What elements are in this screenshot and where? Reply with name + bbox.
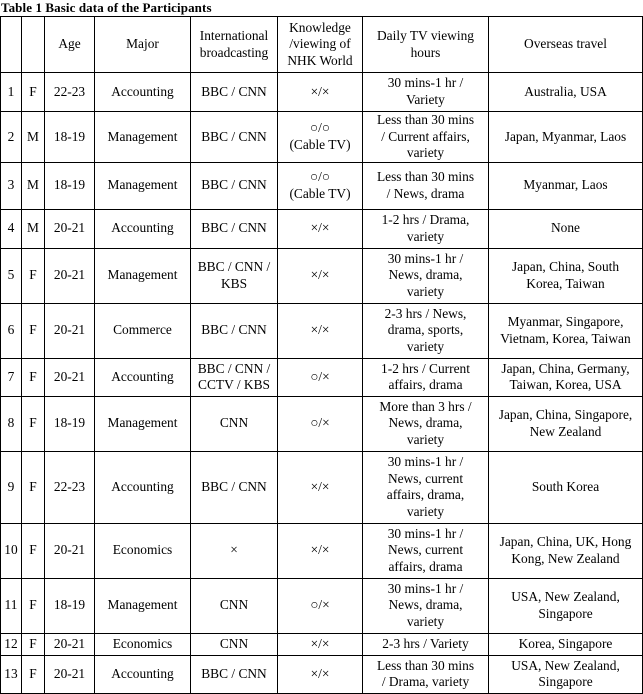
cell-international-broadcasting bbox=[191, 633, 278, 655]
cell-overseas-travel bbox=[489, 655, 643, 693]
cell-sex-text: F bbox=[29, 368, 37, 384]
cell-major-text: Management bbox=[107, 177, 178, 193]
cell-major-text: Economics bbox=[112, 635, 173, 651]
cell-age-text: 20-21 bbox=[53, 665, 86, 681]
table-row bbox=[1, 358, 643, 396]
cell-overseas-travel bbox=[489, 303, 643, 358]
table-row bbox=[1, 451, 643, 523]
cell-sex bbox=[22, 358, 45, 396]
cell-overseas-travel-text: Japan, China, South Korea, Taiwan bbox=[511, 259, 620, 291]
cell-no-text: 10 bbox=[4, 542, 18, 558]
cell-no bbox=[1, 248, 22, 303]
cell-nhk-world-text: ×/× bbox=[310, 220, 330, 236]
cell-sex-text: F bbox=[29, 267, 37, 283]
table-row bbox=[1, 523, 643, 578]
cell-major-text: Commerce bbox=[113, 322, 172, 338]
cell-nhk-world-text: ×/× bbox=[310, 267, 330, 283]
table-row bbox=[1, 396, 643, 451]
cell-no-text: 6 bbox=[7, 322, 15, 338]
cell-international-broadcasting-text: BBC / CNN bbox=[201, 478, 267, 494]
cell-no bbox=[1, 451, 22, 523]
cell-sex-text: F bbox=[29, 635, 37, 651]
cell-nhk-world-text: ×/× bbox=[310, 478, 330, 494]
cell-tv-viewing-hours bbox=[363, 112, 489, 163]
header-nhk-world bbox=[278, 17, 363, 73]
cell-international-broadcasting bbox=[191, 396, 278, 451]
cell-international-broadcasting bbox=[191, 655, 278, 693]
cell-tv-viewing-hours bbox=[363, 396, 489, 451]
cell-overseas-travel bbox=[489, 578, 643, 633]
cell-overseas-travel-text: Australia, USA bbox=[524, 83, 607, 99]
cell-nhk-world bbox=[278, 73, 363, 112]
cell-age bbox=[45, 73, 95, 112]
cell-age bbox=[45, 451, 95, 523]
cell-nhk-world-text: ○/○ (Cable TV) bbox=[289, 120, 351, 152]
cell-overseas-travel-text: Japan, China, Germany, Taiwan, Korea, USA bbox=[501, 360, 630, 393]
cell-international-broadcasting-text: BBC / CNN bbox=[201, 83, 267, 99]
cell-no-text: 9 bbox=[7, 478, 15, 494]
cell-tv-viewing-hours bbox=[363, 523, 489, 578]
table-row bbox=[1, 303, 643, 358]
cell-major-text: Accounting bbox=[111, 665, 174, 681]
cell-major bbox=[95, 578, 191, 633]
header-nhk-world-text: Knowledge /viewing of NHK World bbox=[287, 19, 353, 68]
cell-sex-text: F bbox=[29, 415, 37, 431]
cell-no-text: 8 bbox=[7, 415, 15, 431]
cell-international-broadcasting bbox=[191, 248, 278, 303]
table-caption: Table 1 Basic data of the Participants bbox=[1, 0, 212, 15]
cell-age-text: 20-21 bbox=[53, 635, 86, 651]
cell-overseas-travel bbox=[489, 248, 643, 303]
cell-major bbox=[95, 248, 191, 303]
header-age-text: Age bbox=[58, 36, 81, 52]
cell-tv-viewing-hours-text: Less than 30 mins / Current affairs, variety bbox=[376, 112, 475, 161]
header-overseas-travel bbox=[489, 17, 643, 73]
cell-major bbox=[95, 112, 191, 163]
cell-nhk-world bbox=[278, 633, 363, 655]
cell-international-broadcasting-text: BBC / CNN bbox=[201, 322, 267, 338]
table-header-row bbox=[1, 17, 643, 73]
cell-sex bbox=[22, 633, 45, 655]
cell-age bbox=[45, 523, 95, 578]
cell-tv-viewing-hours-text: Less than 30 mins / News, drama bbox=[376, 169, 475, 201]
cell-no-text: 2 bbox=[7, 128, 15, 144]
cell-nhk-world bbox=[278, 112, 363, 163]
cell-overseas-travel-text: Myanmar, Laos bbox=[523, 177, 608, 193]
cell-age bbox=[45, 303, 95, 358]
cell-major bbox=[95, 523, 191, 578]
cell-overseas-travel bbox=[489, 112, 643, 163]
cell-overseas-travel bbox=[489, 396, 643, 451]
cell-tv-viewing-hours-text: 2-3 hrs / News, drama, sports, variety bbox=[384, 305, 467, 355]
cell-nhk-world bbox=[278, 396, 363, 451]
cell-no bbox=[1, 162, 22, 209]
cell-sex bbox=[22, 578, 45, 633]
cell-international-broadcasting bbox=[191, 112, 278, 163]
cell-no-text: 13 bbox=[4, 665, 18, 681]
header-tv-viewing-hours bbox=[363, 17, 489, 73]
cell-major-text: Management bbox=[107, 597, 178, 613]
participants-table bbox=[0, 16, 643, 694]
cell-nhk-world bbox=[278, 358, 363, 396]
cell-major-text: Accounting bbox=[111, 83, 174, 99]
cell-tv-viewing-hours bbox=[363, 162, 489, 209]
cell-sex bbox=[22, 396, 45, 451]
cell-no-text: 4 bbox=[7, 220, 15, 236]
header-international-broadcasting-text: International broadcasting bbox=[199, 27, 269, 60]
cell-tv-viewing-hours-text: 2-3 hrs / Variety bbox=[382, 635, 469, 651]
cell-overseas-travel bbox=[489, 523, 643, 578]
cell-nhk-world-text: ×/× bbox=[310, 83, 330, 99]
cell-international-broadcasting-text: CNN bbox=[219, 635, 249, 651]
cell-tv-viewing-hours-text: 30 mins-1 hr / News, drama, variety bbox=[387, 250, 464, 300]
cell-sex bbox=[22, 162, 45, 209]
cell-tv-viewing-hours bbox=[363, 248, 489, 303]
cell-age-text: 20-21 bbox=[53, 220, 86, 236]
cell-no bbox=[1, 303, 22, 358]
cell-age-text: 18-19 bbox=[53, 597, 86, 613]
cell-nhk-world bbox=[278, 451, 363, 523]
cell-nhk-world bbox=[278, 209, 363, 248]
cell-no-text: 1 bbox=[7, 83, 15, 99]
table-row bbox=[1, 162, 643, 209]
cell-overseas-travel bbox=[489, 633, 643, 655]
cell-nhk-world bbox=[278, 523, 363, 578]
cell-nhk-world-text: ○/× bbox=[310, 597, 330, 613]
cell-overseas-travel-text: Japan, Myanmar, Laos bbox=[504, 128, 627, 144]
cell-no bbox=[1, 73, 22, 112]
header-major bbox=[95, 17, 191, 73]
table-row bbox=[1, 578, 643, 633]
cell-international-broadcasting-text: BBC / CNN bbox=[201, 220, 267, 236]
cell-tv-viewing-hours bbox=[363, 209, 489, 248]
cell-international-broadcasting-text: BBC / CNN bbox=[201, 665, 267, 681]
cell-age bbox=[45, 209, 95, 248]
cell-international-broadcasting bbox=[191, 209, 278, 248]
cell-sex-text: F bbox=[29, 542, 37, 558]
cell-no bbox=[1, 112, 22, 163]
cell-overseas-travel-text: South Korea bbox=[531, 478, 600, 494]
cell-age-text: 18-19 bbox=[53, 128, 86, 144]
cell-no-text: 11 bbox=[4, 597, 18, 613]
cell-nhk-world bbox=[278, 655, 363, 693]
cell-international-broadcasting bbox=[191, 358, 278, 396]
cell-tv-viewing-hours bbox=[363, 303, 489, 358]
cell-tv-viewing-hours-text: 30 mins-1 hr / News, current affairs, drama, variety bbox=[386, 454, 465, 519]
cell-no-text: 12 bbox=[4, 635, 18, 651]
cell-tv-viewing-hours-text: 30 mins-1 hr / Variety bbox=[387, 75, 464, 107]
cell-major-text: Accounting bbox=[111, 368, 174, 384]
cell-international-broadcasting bbox=[191, 578, 278, 633]
cell-international-broadcasting-text: BBC / CNN / CCTV / KBS bbox=[197, 360, 271, 393]
cell-tv-viewing-hours bbox=[363, 633, 489, 655]
cell-major-text: Accounting bbox=[111, 220, 174, 236]
cell-tv-viewing-hours-text: More than 3 hrs / News, drama, variety bbox=[379, 398, 472, 448]
cell-overseas-travel-text: USA, New Zealand, Singapore bbox=[511, 657, 620, 690]
cell-sex bbox=[22, 112, 45, 163]
cell-international-broadcasting bbox=[191, 523, 278, 578]
cell-sex-text: M bbox=[27, 128, 39, 144]
cell-major bbox=[95, 396, 191, 451]
header-major-text: Major bbox=[126, 36, 159, 52]
cell-major bbox=[95, 209, 191, 248]
cell-international-broadcasting bbox=[191, 303, 278, 358]
cell-sex bbox=[22, 209, 45, 248]
cell-no-text: 5 bbox=[7, 267, 15, 283]
cell-tv-viewing-hours-text: 1-2 hrs / Current affairs, drama bbox=[381, 360, 470, 393]
cell-international-broadcasting-text: CNN bbox=[219, 415, 249, 431]
cell-no-text: 3 bbox=[7, 177, 15, 193]
cell-international-broadcasting-text: CNN bbox=[219, 597, 249, 613]
cell-age bbox=[45, 578, 95, 633]
header-age bbox=[45, 17, 95, 73]
cell-sex bbox=[22, 303, 45, 358]
cell-nhk-world-text: ×/× bbox=[310, 665, 330, 681]
header-no bbox=[1, 17, 22, 73]
header-international-broadcasting bbox=[191, 17, 278, 73]
cell-international-broadcasting-text: BBC / CNN bbox=[201, 128, 267, 144]
cell-nhk-world bbox=[278, 303, 363, 358]
header-sex bbox=[22, 17, 45, 73]
cell-age-text: 20-21 bbox=[53, 322, 86, 338]
cell-overseas-travel bbox=[489, 209, 643, 248]
cell-sex-text: F bbox=[29, 597, 37, 613]
cell-tv-viewing-hours bbox=[363, 451, 489, 523]
cell-age bbox=[45, 358, 95, 396]
cell-nhk-world bbox=[278, 578, 363, 633]
cell-no bbox=[1, 578, 22, 633]
table-row bbox=[1, 248, 643, 303]
cell-nhk-world bbox=[278, 162, 363, 209]
cell-international-broadcasting-text: × bbox=[230, 542, 238, 558]
cell-overseas-travel-text: Myanmar, Singapore, Vietnam, Korea, Taiwan bbox=[500, 314, 631, 346]
cell-age-text: 22-23 bbox=[53, 478, 86, 494]
cell-age-text: 22-23 bbox=[53, 83, 86, 99]
cell-sex-text: F bbox=[29, 478, 37, 494]
cell-overseas-travel bbox=[489, 358, 643, 396]
cell-tv-viewing-hours-text: 1-2 hrs / Drama, variety bbox=[381, 212, 470, 244]
cell-age bbox=[45, 112, 95, 163]
cell-overseas-travel-text: Japan, China, UK, Hong Kong, New Zealand bbox=[499, 534, 632, 566]
cell-sex-text: F bbox=[29, 665, 37, 681]
cell-overseas-travel bbox=[489, 73, 643, 112]
cell-tv-viewing-hours-text: 30 mins-1 hr / News, current affairs, drama bbox=[387, 525, 464, 575]
cell-major bbox=[95, 303, 191, 358]
cell-nhk-world-text: ○/○ (Cable TV) bbox=[289, 169, 351, 201]
cell-sex bbox=[22, 451, 45, 523]
cell-sex-text: M bbox=[27, 220, 39, 236]
cell-sex bbox=[22, 248, 45, 303]
cell-major-text: Management bbox=[107, 267, 178, 283]
cell-major-text: Economics bbox=[112, 542, 173, 558]
cell-major-text: Accounting bbox=[111, 478, 174, 494]
cell-major bbox=[95, 633, 191, 655]
cell-international-broadcasting bbox=[191, 451, 278, 523]
cell-no bbox=[1, 655, 22, 693]
cell-age-text: 20-21 bbox=[53, 368, 86, 384]
cell-nhk-world-text: ○/× bbox=[310, 415, 330, 431]
cell-age bbox=[45, 655, 95, 693]
cell-overseas-travel bbox=[489, 162, 643, 209]
cell-sex-text: F bbox=[29, 83, 37, 99]
cell-major bbox=[95, 73, 191, 112]
cell-age-text: 18-19 bbox=[53, 177, 86, 193]
cell-overseas-travel bbox=[489, 451, 643, 523]
cell-age-text: 20-21 bbox=[53, 267, 86, 283]
cell-nhk-world bbox=[278, 248, 363, 303]
cell-tv-viewing-hours bbox=[363, 73, 489, 112]
cell-no bbox=[1, 523, 22, 578]
cell-major-text: Management bbox=[107, 415, 178, 431]
table-row bbox=[1, 655, 643, 693]
cell-age-text: 18-19 bbox=[53, 415, 86, 431]
cell-tv-viewing-hours bbox=[363, 358, 489, 396]
cell-sex-text: F bbox=[29, 322, 37, 338]
cell-nhk-world-text: ×/× bbox=[310, 542, 330, 558]
table-row bbox=[1, 209, 643, 248]
cell-sex-text: M bbox=[27, 177, 39, 193]
cell-tv-viewing-hours bbox=[363, 655, 489, 693]
cell-no bbox=[1, 209, 22, 248]
cell-tv-viewing-hours bbox=[363, 578, 489, 633]
cell-tv-viewing-hours-text: Less than 30 mins / Drama, variety bbox=[376, 657, 475, 690]
cell-age bbox=[45, 633, 95, 655]
cell-age-text: 20-21 bbox=[53, 542, 86, 558]
table-row bbox=[1, 73, 643, 112]
cell-no-text: 7 bbox=[7, 368, 15, 384]
cell-international-broadcasting-text: BBC / CNN bbox=[201, 177, 267, 193]
table-row bbox=[1, 633, 643, 655]
cell-major bbox=[95, 655, 191, 693]
table-body bbox=[1, 17, 643, 694]
cell-sex bbox=[22, 523, 45, 578]
cell-nhk-world-text: ×/× bbox=[310, 322, 330, 338]
cell-no bbox=[1, 396, 22, 451]
cell-age bbox=[45, 248, 95, 303]
cell-international-broadcasting-text: BBC / CNN / KBS bbox=[197, 259, 271, 291]
cell-major bbox=[95, 162, 191, 209]
cell-sex bbox=[22, 655, 45, 693]
header-tv-viewing-hours-text: Daily TV viewing hours bbox=[377, 27, 474, 60]
cell-overseas-travel-text: Japan, China, Singapore, New Zealand bbox=[498, 407, 633, 439]
cell-sex bbox=[22, 73, 45, 112]
cell-major bbox=[95, 451, 191, 523]
cell-overseas-travel-text: Korea, Singapore bbox=[518, 635, 613, 651]
cell-nhk-world-text: ○/× bbox=[310, 368, 330, 384]
cell-tv-viewing-hours-text: 30 mins-1 hr / News, drama, variety bbox=[387, 580, 464, 630]
cell-international-broadcasting bbox=[191, 162, 278, 209]
cell-age bbox=[45, 162, 95, 209]
header-overseas-travel-text: Overseas travel bbox=[524, 36, 607, 52]
cell-age bbox=[45, 396, 95, 451]
cell-nhk-world-text: ×/× bbox=[310, 635, 330, 651]
table-row bbox=[1, 112, 643, 163]
cell-overseas-travel-text: None bbox=[550, 220, 580, 236]
cell-international-broadcasting bbox=[191, 73, 278, 112]
cell-no bbox=[1, 358, 22, 396]
cell-major bbox=[95, 358, 191, 396]
cell-overseas-travel-text: USA, New Zealand, Singapore bbox=[511, 589, 620, 621]
cell-no bbox=[1, 633, 22, 655]
cell-major-text: Management bbox=[107, 128, 178, 144]
